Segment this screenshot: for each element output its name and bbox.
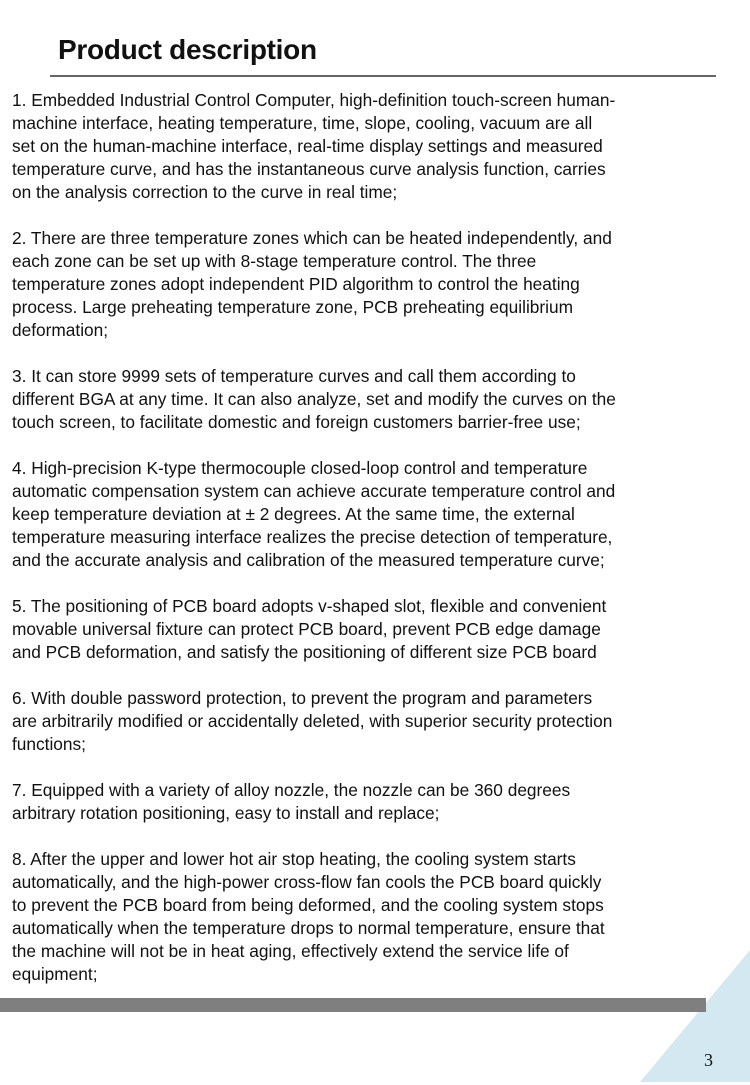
paragraph-line: functions; — [12, 734, 86, 754]
paragraph-line: process. Large preheating temperature zone, PCB preheating equilibrium — [12, 297, 574, 317]
paragraph-line: touch screen, to facilitate domestic and foreign customers barrier-free use; — [12, 412, 581, 432]
paragraph-line: arbitrary rotation positioning, easy to install and replace; — [12, 803, 440, 823]
paragraph-line: set on the human-machine interface, real-time display settings and measured — [12, 136, 603, 156]
paragraph-line: and the accurate analysis and calibration of the measured temperature curve; — [12, 550, 605, 570]
paragraph-line: automatically, and the high-power cross-flow fan cools the PCB board quickly — [12, 872, 602, 892]
paragraph-line: keep temperature deviation at ± 2 degrees. At the same time, the external — [12, 504, 575, 524]
paragraph-line: different BGA at any time. It can also analyze, set and modify the curves on the — [12, 389, 616, 409]
paragraph-line: temperature curve, and has the instantaneous curve analysis function, carries — [12, 159, 606, 179]
paragraph-line: automatic compensation system can achieve accurate temperature control and — [12, 481, 616, 501]
paragraph-line: 2. There are three temperature zones which can be heated independently, and — [12, 228, 612, 248]
paragraph-line: automatically when the temperature drops to normal temperature, ensure that — [12, 918, 605, 938]
paragraph-line: 6. With double password protection, to prevent the program and parameters — [12, 688, 593, 708]
paragraph-line: to prevent the PCB board from being deformed, and the cooling system stops — [12, 895, 604, 915]
paragraph-line: deformation; — [12, 320, 109, 340]
page-number: 3 — [704, 1050, 713, 1070]
paragraph-line: 7. Equipped with a variety of alloy nozzle, the nozzle can be 360 degrees — [12, 780, 571, 800]
footer-bar — [0, 998, 706, 1012]
paragraph-line: 3. It can store 9999 sets of temperature curves and call them according to — [12, 366, 576, 386]
paragraph-line: on the analysis correction to the curve in real time; — [12, 182, 398, 202]
paragraph-line: 4. High-precision K-type thermocouple closed-loop control and temperature — [12, 458, 588, 478]
paragraph-line: 5. The positioning of PCB board adopts v-shaped slot, flexible and convenient — [12, 596, 607, 616]
paragraph-line: 1. Embedded Industrial Control Computer, high-definition touch-screen human- — [12, 90, 616, 110]
paragraph-line: 8. After the upper and lower hot air stop heating, the cooling system starts — [12, 849, 576, 869]
paragraph-line: movable universal fixture can protect PCB board, prevent PCB edge damage — [12, 619, 601, 639]
page-title: Product description — [58, 34, 317, 65]
paragraph-line: temperature zones adopt independent PID algorithm to control the heating — [12, 274, 580, 294]
paragraph-line: each zone can be set up with 8-stage temperature control. The three — [12, 251, 537, 271]
paragraph-line: and PCB deformation, and satisfy the positioning of different size PCB board — [12, 642, 597, 662]
paragraph-line: temperature measuring interface realizes the precise detection of temperature, — [12, 527, 613, 547]
paragraph-line: equipment; — [12, 964, 98, 984]
paragraph-line: machine interface, heating temperature, time, slope, cooling, vacuum are all — [12, 113, 593, 133]
paragraph-line: are arbitrarily modified or accidentally deleted, with superior security protection — [12, 711, 613, 731]
paragraph-line: the machine will not be in heat aging, effectively extend the service life of — [12, 941, 569, 961]
